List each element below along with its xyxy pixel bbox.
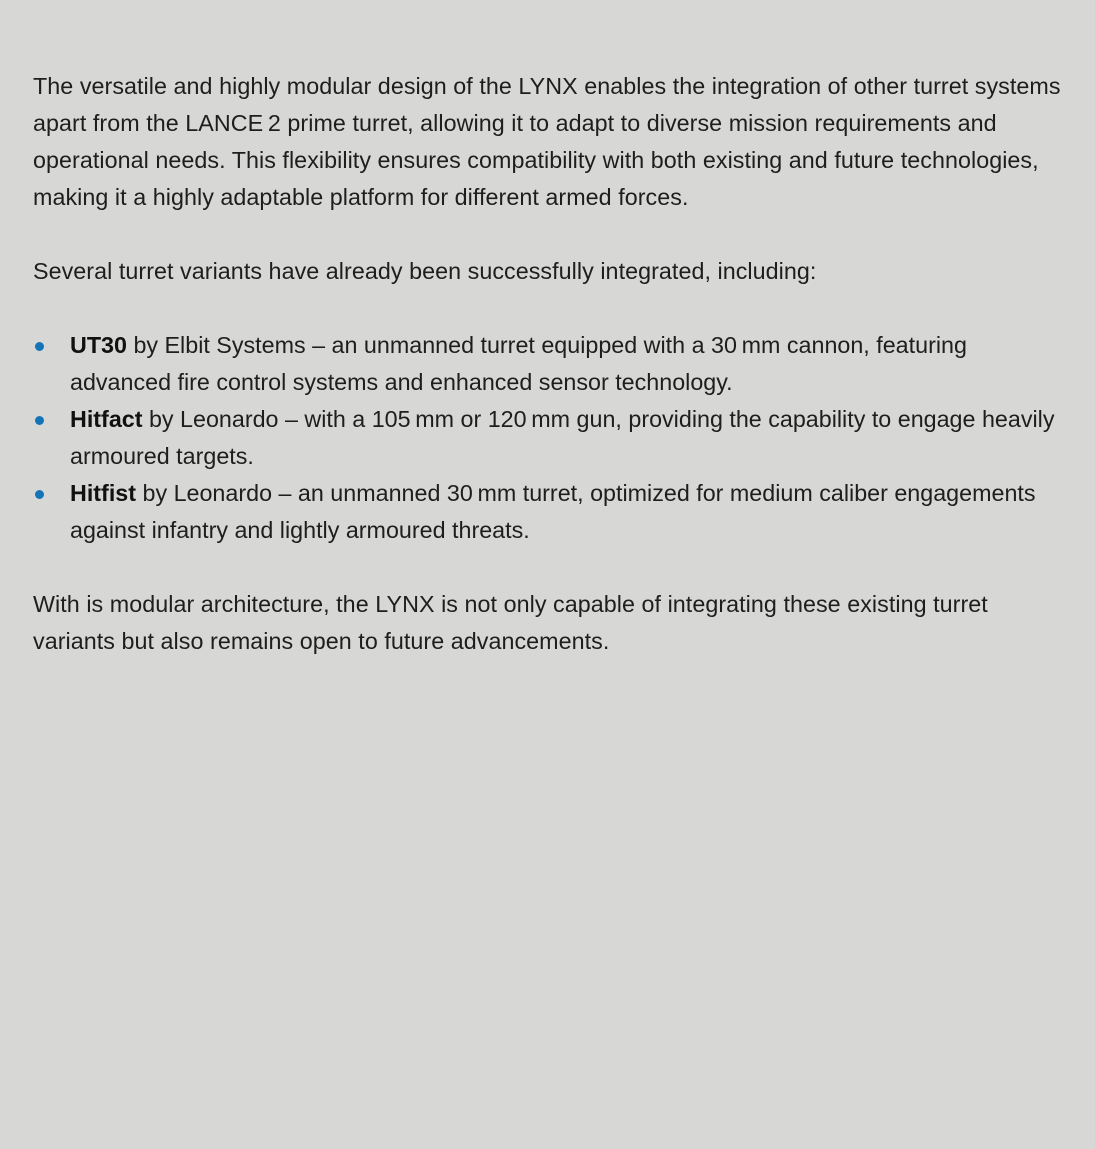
- bullet-icon: [35, 342, 44, 351]
- bullet-icon: [35, 490, 44, 499]
- paragraph-spacer: [33, 290, 1065, 327]
- variant-description: by Leonardo – with a 105 mm or 120 mm gun, providing the capability to engage heavily armoured targets.: [70, 406, 1055, 469]
- list-item-hitfact: [33, 401, 1065, 475]
- variant-name: UT30: [70, 332, 127, 358]
- bullet-icon: [35, 416, 44, 425]
- variant-name: Hitfist: [70, 480, 137, 506]
- list-item-ut30: [33, 327, 1065, 401]
- turret-variant-list: [33, 327, 1065, 549]
- closing-paragraph: With is modular architecture, the LYNX is not only capable of integrating these existing turret variants but also remains open to future advancements.: [33, 591, 988, 654]
- paragraph-spacer: [33, 549, 1065, 586]
- list-item-hitfist: [33, 475, 1065, 549]
- lead-in-paragraph: Several turret variants have already been successfully integrated, including:: [33, 258, 817, 284]
- variant-description: by Elbit Systems – an unmanned turret equipped with a 30 mm cannon, featuring advanced fire control systems and enhanced sensor technology.: [70, 332, 967, 395]
- intro-paragraph: The versatile and highly modular design of the LYNX enables the integration of other turret systems apart from the LANCE 2 prime turret, allowing it to adapt to diverse mission requirements and operational needs. This flexibility ensures compatibility with both existing and future technologies, making it a highly adaptable platform for different armed forces.: [33, 73, 1061, 210]
- variant-name: Hitfact: [70, 406, 143, 432]
- variant-description: by Leonardo – an unmanned 30 mm turret, optimized for medium caliber engagements against infantry and lightly armoured threats.: [70, 480, 1036, 543]
- paragraph-spacer: [33, 216, 1065, 253]
